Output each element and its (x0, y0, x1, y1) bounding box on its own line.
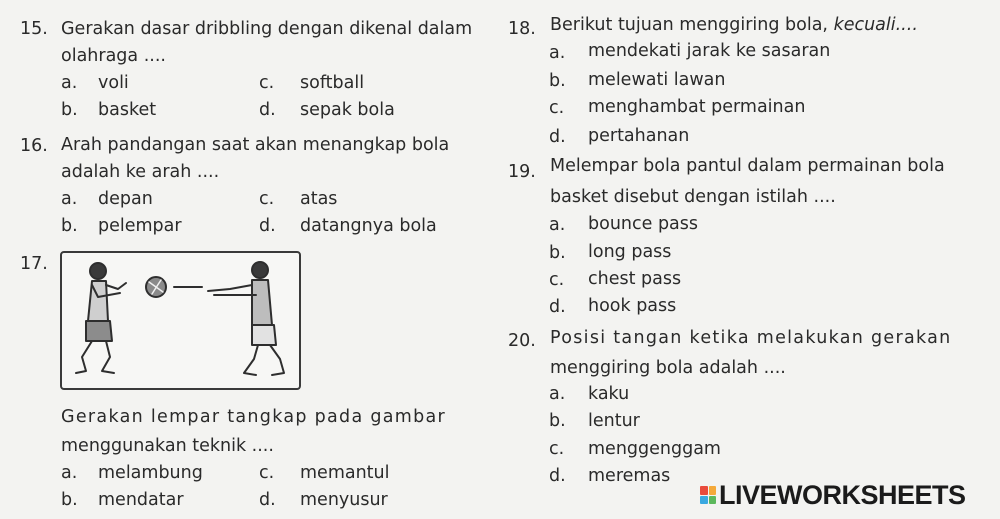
badge-tile-i (709, 486, 717, 495)
ball (146, 277, 166, 297)
question-16-option-b-text[interactable]: pelempar (98, 216, 182, 236)
question-16-option-d-text[interactable]: datangnya bola (300, 216, 437, 236)
question-19-option-c-text[interactable]: chest pass (588, 269, 682, 289)
question-18-option-c-text[interactable]: menghambat permainan (588, 97, 806, 117)
question-18-stem-line1 (550, 17, 918, 35)
question-17-illustration (60, 251, 301, 390)
question-20-number: 20. (508, 331, 536, 351)
question-17-stem-line1: Gerakan lempar tangkap pada gambar (61, 407, 447, 427)
question-20-option-a-text[interactable]: kaku (588, 384, 630, 404)
question-17-option-d-letter: d. (259, 490, 276, 510)
question-17-stem-line2: menggunakan teknik .... (61, 436, 274, 456)
question-18-number: 18. (508, 19, 536, 39)
question-16-option-d-letter: d. (259, 216, 276, 236)
question-20-stem-line2: menggiring bola adalah .... (550, 358, 786, 378)
question-19-number: 19. (508, 162, 536, 182)
question-18-option-a-text[interactable]: mendekati jarak ke sasaran (588, 41, 831, 61)
question-20-option-c-letter: c. (549, 439, 565, 459)
badge-tile-e (709, 496, 717, 505)
question-17-option-b-text[interactable]: mendatar (98, 490, 184, 510)
badge-tile-v (700, 496, 708, 505)
question-16-stem-line1: Arah pandangan saat akan menangkap bola (61, 135, 450, 155)
question-15-option-b-text[interactable]: basket (98, 100, 157, 120)
question-18-stem-text: Berikut tujuan menggiring bola, (550, 15, 834, 35)
question-19-stem-line2: basket disebut dengan istilah .... (550, 187, 836, 207)
question-16-number: 16. (20, 136, 48, 156)
passer-figure (208, 262, 284, 375)
question-19-option-b-letter: b. (549, 243, 566, 263)
question-19-option-c-letter: c. (549, 270, 565, 290)
question-18-option-d-letter: d. (549, 127, 566, 147)
question-19-option-d-text[interactable]: hook pass (588, 296, 677, 316)
question-18-option-a-letter: a. (549, 43, 566, 63)
question-18-option-b-letter: b. (549, 71, 566, 91)
question-20-option-c-text[interactable]: menggenggam (588, 439, 721, 459)
question-15-stem-line1: Gerakan dasar dribbling dengan dikenal dalam (61, 19, 473, 39)
question-19-stem-line1: Melempar bola pantul dalam permainan bola (550, 156, 945, 176)
question-19-option-b-text[interactable]: long pass (588, 242, 672, 262)
question-16-option-c-text[interactable]: atas (300, 189, 338, 209)
liveworksheets-logo (700, 479, 966, 511)
question-15-option-c-text[interactable]: softball (300, 73, 365, 93)
question-19-option-a-letter: a. (549, 215, 566, 235)
question-17-option-c-letter: c. (259, 463, 275, 483)
question-16-stem-line2: adalah ke arah .... (61, 162, 220, 182)
question-19-option-d-letter: d. (549, 297, 566, 317)
question-18-stem-emphasis: kecuali.... (833, 15, 918, 35)
question-17-option-a-text[interactable]: melambung (98, 463, 203, 483)
question-17-option-c-text[interactable]: memantul (300, 463, 390, 483)
liveworksheets-logo-text: LIVEWORKSHEETS (719, 479, 966, 510)
question-15-option-d-text[interactable]: sepak bola (300, 100, 395, 120)
question-15-option-a-text[interactable]: voli (98, 73, 129, 93)
question-18-option-d-text[interactable]: pertahanan (588, 126, 690, 146)
catcher-figure (76, 263, 126, 373)
question-17-option-a-letter: a. (61, 463, 78, 483)
question-20-option-a-letter: a. (549, 384, 566, 404)
question-16-option-a-letter: a. (61, 189, 78, 209)
badge-tile-l (700, 486, 708, 495)
question-15-option-d-letter: d. (259, 100, 276, 120)
question-16-option-b-letter: b. (61, 216, 78, 236)
question-18-option-c-letter: c. (549, 98, 565, 118)
question-20-option-b-text[interactable]: lentur (588, 411, 640, 431)
question-15-stem-line2: olahraga .... (61, 46, 166, 66)
question-17-option-d-text[interactable]: menyusur (300, 490, 388, 510)
question-20-option-d-text[interactable]: meremas (588, 466, 671, 486)
question-20-option-b-letter: b. (549, 411, 566, 431)
question-19-option-a-text[interactable]: bounce pass (588, 214, 699, 234)
players-passing-ball-illustration (62, 253, 299, 388)
question-15-option-a-letter: a. (61, 73, 78, 93)
question-20-stem-line1: Posisi tangan ketika melakukan gerakan (550, 328, 952, 348)
question-16-option-a-text[interactable]: depan (98, 189, 153, 209)
liveworksheets-badge-icon (700, 486, 716, 504)
question-15-option-c-letter: c. (259, 73, 275, 93)
question-17-number: 17. (20, 254, 48, 274)
question-15-number: 15. (20, 19, 48, 39)
question-18-option-b-text[interactable]: melewati lawan (588, 70, 726, 90)
question-20-option-d-letter: d. (549, 466, 566, 486)
question-17-option-b-letter: b. (61, 490, 78, 510)
question-16-option-c-letter: c. (259, 189, 275, 209)
question-15-option-b-letter: b. (61, 100, 78, 120)
